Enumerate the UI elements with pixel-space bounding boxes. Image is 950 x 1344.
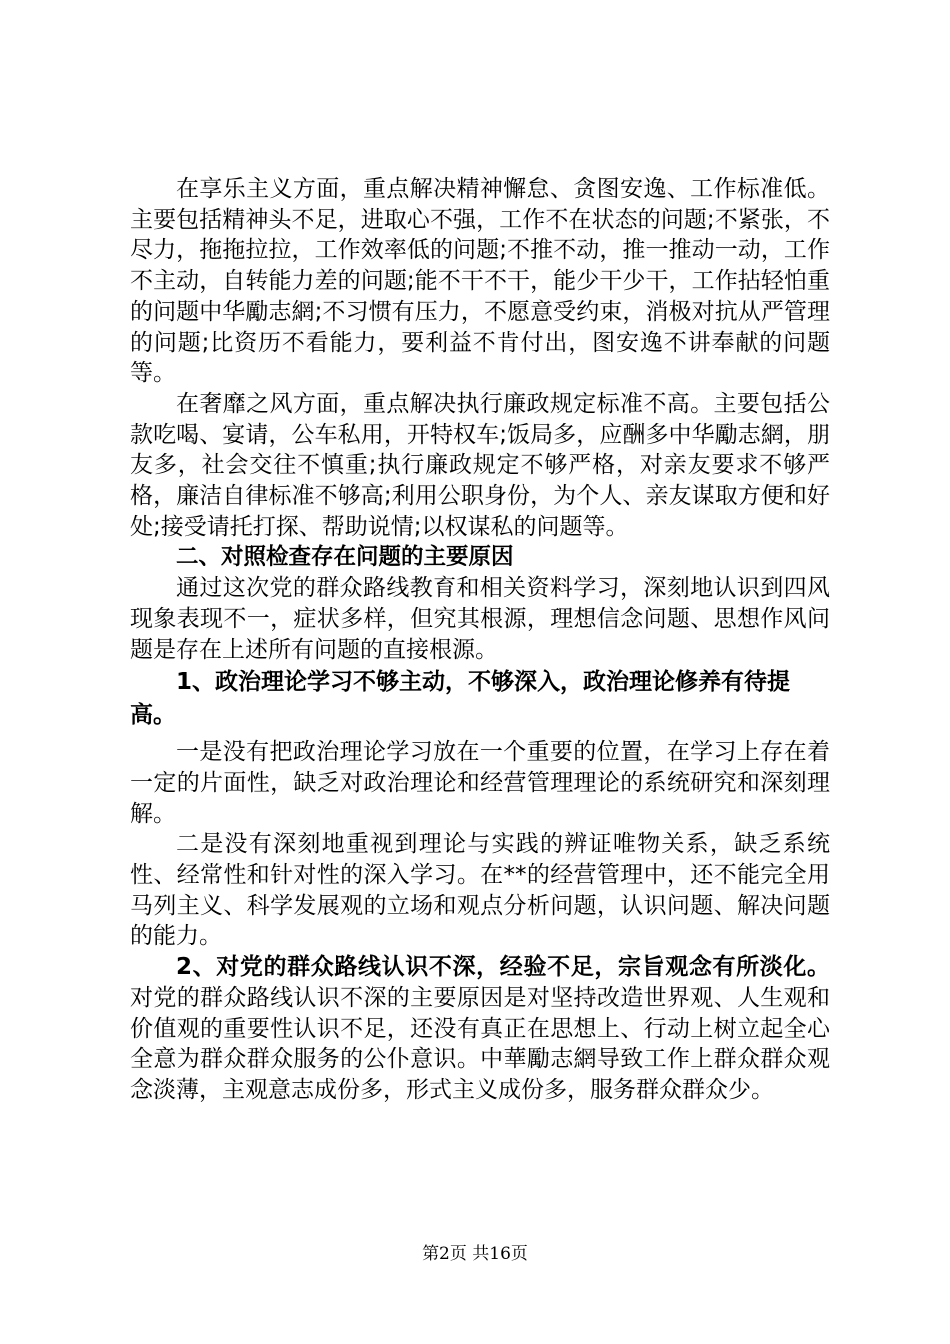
- paragraph-mass-line-body: 对党的群众路线认识不深的主要原因是对坚持改造世界观、人生观和价值观的重要性认识不足，还没有真正在思想上、行动上树立起全心全意为群众群众服务的公仆意识。中華勵志網导致工作上群众群众观念淡薄，主观意志成份多，形式主义成份多，服务群众群众少。: [130, 984, 830, 1103]
- paragraph-extravagance: 在奢靡之风方面，重点解决执行廉政规定标准不高。主要包括公款吃喝、宴请，公车私用，开特权车;饭局多，应酬多中华勵志網，朋友多，社会交往不慎重;执行廉政规定不够严格，对亲友要求不够严格，廉洁自律标准不够高;利用公职身份，为个人、亲友谋取方便和好处;接受请托打探、帮助说情;以权谋私的问题等。: [130, 390, 830, 540]
- paragraph-mass-line: [130, 952, 830, 1106]
- paragraph-first-point: 一是没有把政治理论学习放在一个重要的位置，在学习上存在着一定的片面性，缺乏对政治理论和经营管理理论的系统研究和深刻理解。: [130, 739, 830, 827]
- document-body: [130, 174, 830, 1106]
- page-number: 第2页 共16页: [422, 1244, 528, 1264]
- paragraph-causes-intro: 通过这次党的群众路线教育和相关资料学习，深刻地认识到四风现象表现不一，症状多样，但究其根源，理想信念问题、思想作风问题是存在上述所有问题的直接根源。: [130, 575, 830, 663]
- paragraph-second-point: 二是没有深刻地重视到理论与实践的辨证唯物关系，缺乏系统性、经常性和针对性的深入学习。在**的经营管理中，还不能完全用马列主义、科学发展观的立场和观点分析问题，认识问题、解决问题的能力。: [130, 831, 830, 950]
- paragraph-hedonism: 在享乐主义方面，重点解决精神懈怠、贪图安逸、工作标准低。主要包括精神头不足，进取心不强，工作不在状态的问题;不紧张，不尽力，拖拖拉拉，工作效率低的问题;不推不动，推一推动一动，工作不主动，自转能力差的问题;能不干不干，能少干少干，工作拈轻怕重的问题中华勵志網;不习惯有压力，不愿意受约束，消极对抗从严管理的问题;比资历不看能力，要利益不肯付出，图安逸不讲奉献的问题等。: [130, 176, 830, 387]
- subheading-mass-line: 2、对党的群众路线认识不深，经验不足，宗旨观念有所淡化。: [176, 954, 830, 981]
- subheading-theory-study: 1、政治理论学习不够主动，不够深入，政治理论修养有待提高。: [130, 669, 791, 729]
- section-heading-causes: 二、对照检查存在问题的主要原因: [176, 544, 514, 571]
